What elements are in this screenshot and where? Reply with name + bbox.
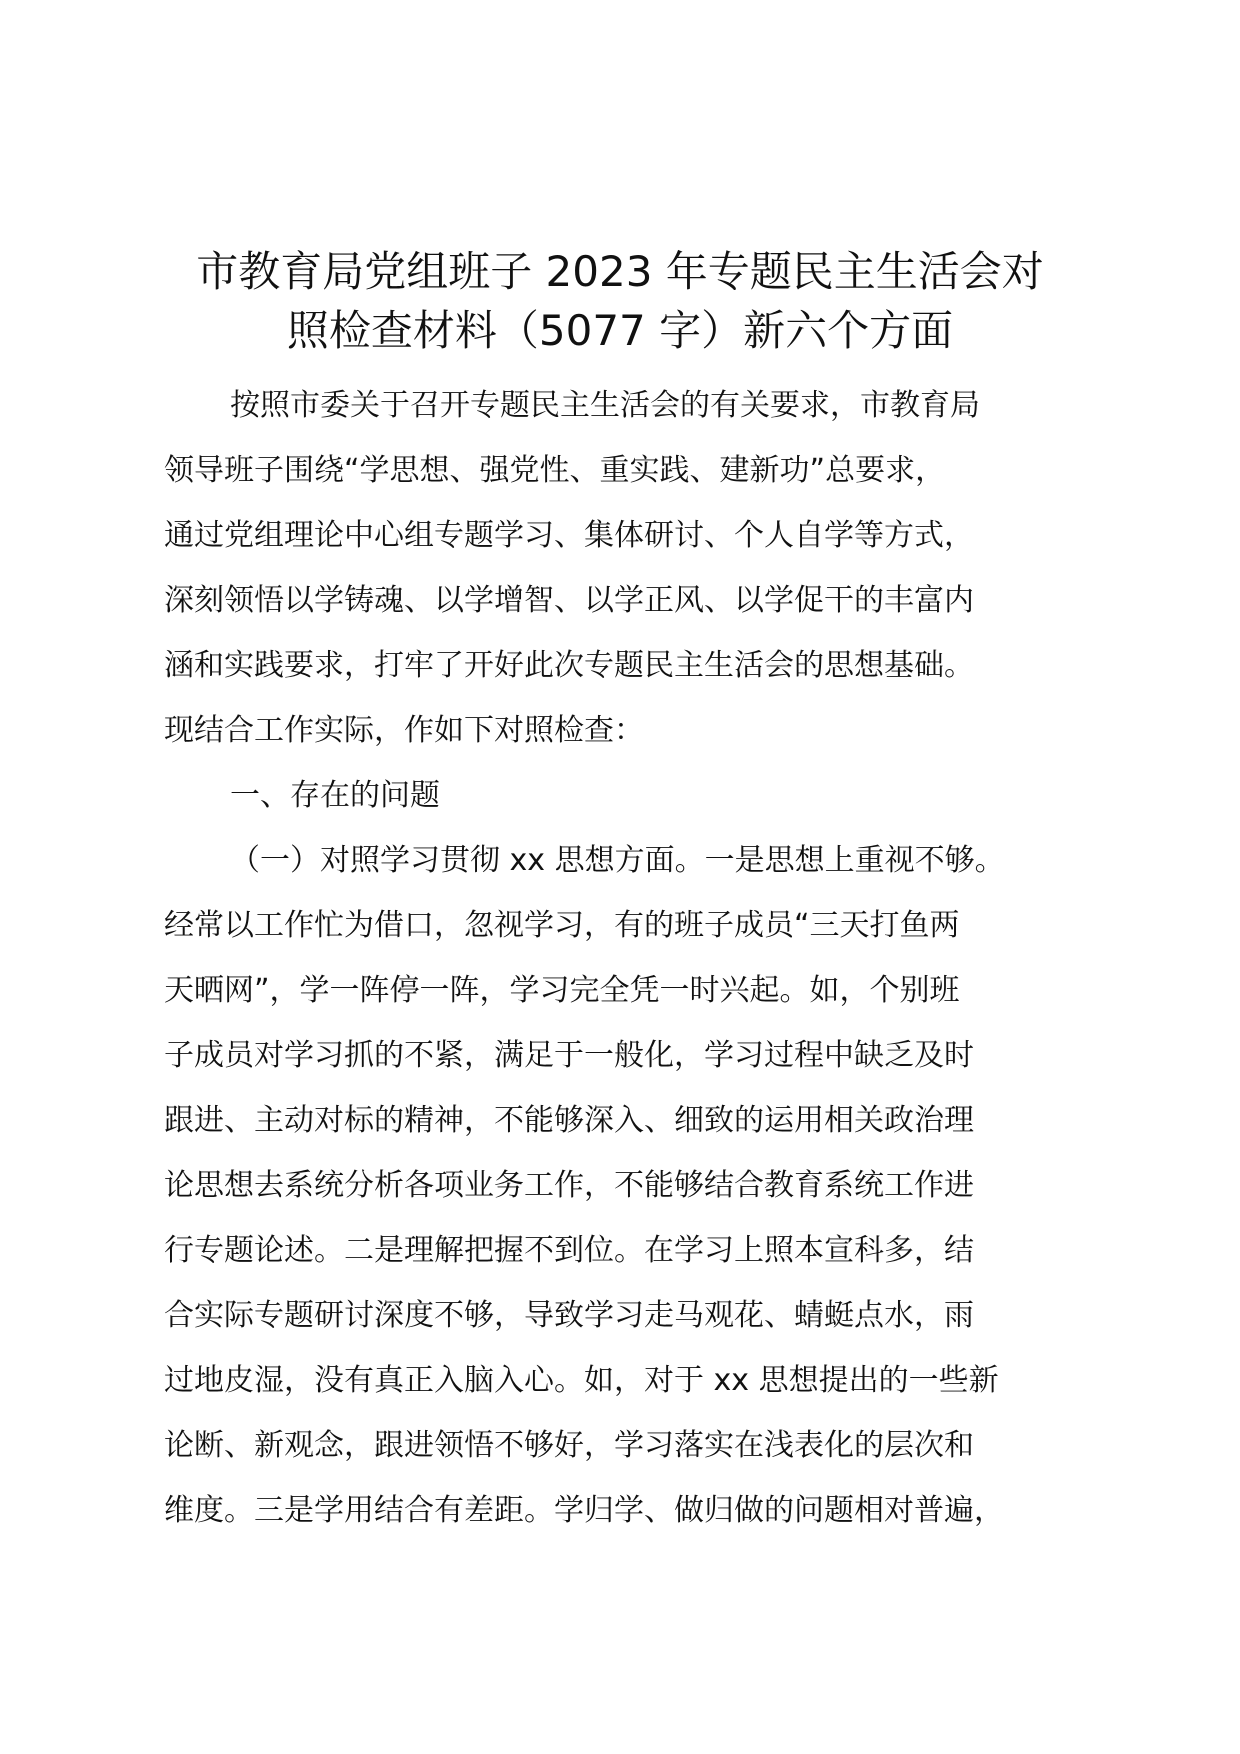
title-line-1: 市教育局党组班子 2023 年专题民主生活会对 (196, 247, 1044, 296)
document-body (164, 373, 1094, 1543)
subsection-paragraph-line: 过地皮湿，没有真正入脑入心。如，对于 xx 思想提出的一些新 (164, 1363, 999, 1398)
subsection-paragraph-line: （一）对照学习贯彻 xx 思想方面。一是思想上重视不够。 (230, 843, 1005, 878)
paragraph-intro-line: 按照市委关于召开专题民主生活会的有关要求，市教育局 (230, 388, 980, 423)
subsection-paragraph-line: 子成员对学习抓的不紧，满足于一般化，学习过程中缺乏及时 (164, 1038, 974, 1073)
section-heading: 一、存在的问题 (230, 778, 440, 813)
paragraph-intro-line: 现结合工作实际，作如下对照检查： (164, 713, 644, 748)
paragraph-intro-line: 涵和实践要求，打牢了开好此次专题民主生活会的思想基础。 (164, 648, 974, 683)
paragraph-intro-line: 领导班子围绕“学思想、强党性、重实践、建新功”总要求， (164, 453, 946, 488)
subsection-paragraph-line: 论思想去系统分析各项业务工作，不能够结合教育系统工作进 (164, 1168, 974, 1203)
subsection-paragraph-line: 合实际专题研讨深度不够，导致学习走马观花、蜻蜓点水，雨 (164, 1298, 974, 1333)
subsection-paragraph-line: 跟进、主动对标的精神，不能够深入、细致的运用相关政治理 (164, 1103, 974, 1138)
subsection-paragraph-line: 行专题论述。二是理解把握不到位。在学习上照本宣科多，结 (164, 1233, 974, 1268)
subsection-paragraph-line: 经常以工作忙为借口，忽视学习，有的班子成员“三天打鱼两 (164, 908, 960, 943)
title-line-2: 照检查材料（5077 字）新六个方面 (286, 306, 954, 355)
subsection-paragraph-line: 天晒网”，学一阵停一阵，学习完全凭一时兴起。如，个别班 (164, 973, 960, 1008)
subsection-paragraph-line: 论断、新观念，跟进领悟不够好，学习落实在浅表化的层次和 (164, 1428, 974, 1463)
paragraph-intro-line: 深刻领悟以学铸魂、以学增智、以学正风、以学促干的丰富内 (164, 583, 974, 618)
subsection-paragraph-line: 维度。三是学用结合有差距。学归学、做归做的问题相对普遍， (164, 1493, 1004, 1528)
document-title (150, 242, 1090, 360)
paragraph-intro-line: 通过党组理论中心组专题学习、集体研讨、个人自学等方式， (164, 518, 974, 553)
